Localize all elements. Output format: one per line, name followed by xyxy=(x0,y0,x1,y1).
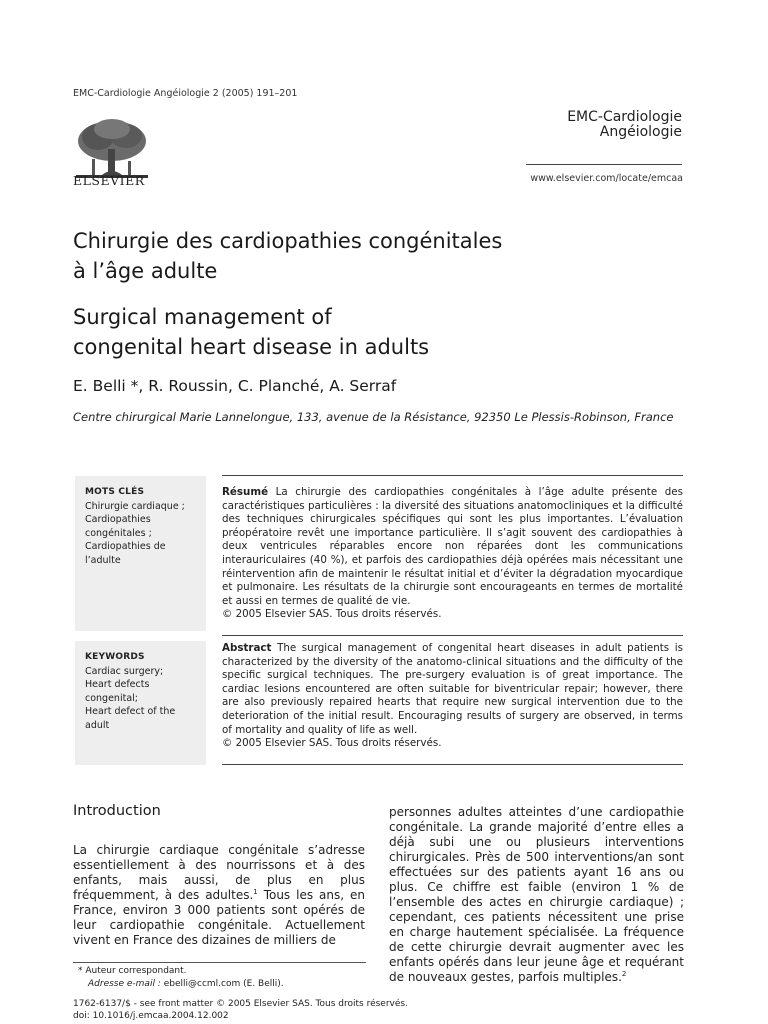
brand-line-1: EMC-Cardiologie xyxy=(567,109,682,125)
intro-paragraph-3: personnes adultes atteintes d’une cardiopathie congénitale. La grande majorité d’entre elles a déjà subi une ou plusieurs interventions chirurgicales. Près de 500 interventions/an sont effectuées sur des patients ayant 16 ans ou plus. Ce chiffre est faible (environ 1 % de l’ensemble des actes en chirurgie cardiaque) ; cependant, ces patients nécessitent une prise en charge hautement spécialisée. La fréquence de cette chirurgie devrait augmenter avec les enfants opérés dans leur jeune âge et requérant de nouveaux gestes, parfois multiples. xyxy=(389,805,684,984)
title-en-line-2: congenital heart disease in adults xyxy=(73,335,430,359)
article-title-english xyxy=(73,302,429,362)
body-column-left xyxy=(73,843,365,948)
body-column-right xyxy=(389,805,684,985)
resume-text: La chirurgie des cardiopathies congénitales à l’âge adulte présente des caractéristiques particulières : la diversité des situations anatomocliniques et la difficulté des techniques chirurgicales spécifiques qui sont les plus importantes. L’évaluation préopératoire revêt une importance particulière. Il s’agit souvent des cardiopathies à deux ventricules réparables encore non réparées dont les communications interauriculaires (40 %), et parfois des cardiopathies déjà opérées mais nécessitant une réintervention afin de maintenir le résultat initial et d’éviter la dégradation myocardique et pulmonaire. Les résultats de la chirurgie sont encourageants en termes de mortalité et aussi en termes de qualité de vie. xyxy=(222,486,683,607)
abstract-top-rule xyxy=(222,475,683,476)
issn-line: 1762-6137/$ - see front matter © 2005 Elsevier SAS. Tous droits réservés. xyxy=(73,999,408,1009)
author-list: E. Belli *, R. Roussin, C. Planché, A. Serraf xyxy=(73,377,397,395)
journal-url-link[interactable]: www.elsevier.com/locate/emcaa xyxy=(530,173,683,184)
keywords-french-box xyxy=(75,476,206,631)
publisher-wordmark: ELSEVIER xyxy=(73,173,145,188)
abstract-block xyxy=(222,642,683,751)
footnote-rule xyxy=(73,962,366,963)
article-title-french xyxy=(73,226,502,286)
reference-2-link[interactable]: 2 xyxy=(621,970,627,978)
abstract-bottom-rule xyxy=(222,764,683,765)
abstract-label: Abstract xyxy=(222,642,272,654)
section-heading-introduction: Introduction xyxy=(73,803,161,819)
abstract-middle-rule xyxy=(222,635,683,636)
keyword-item: Heart defects xyxy=(85,679,150,690)
keywords-english-box xyxy=(75,641,206,765)
keyword-item: Cardiac surgery; xyxy=(85,665,164,677)
header-divider xyxy=(526,164,682,165)
affiliation: Centre chirurgical Marie Lannelongue, 133, avenue de la Résistance, 92350 Le Plessis-Robinson, France xyxy=(73,410,674,424)
keyword-item: Cardiopathies xyxy=(85,514,151,525)
keyword-item: congenital; xyxy=(85,692,138,704)
title-en-line-1: Surgical management of xyxy=(73,305,332,329)
resume-block xyxy=(222,486,683,622)
keyword-item: congénitales ; xyxy=(85,527,152,539)
abstract-copyright: © 2005 Elsevier SAS. Tous droits réservés. xyxy=(222,737,442,750)
journal-citation: EMC-Cardiologie Angéiologie 2 (2005) 191–201 xyxy=(73,88,298,99)
front-matter xyxy=(73,998,408,1022)
abstract-text: The surgical management of congenital heart diseases in adult patients is characterized by the diversity of the anatomo-clinical situations and the difficulty of the specific surgical techniques. The pre-surgery evaluation is of great importance. The cardiac lesions encountered are often suitable for biventricular repair; however, there are also previously repaired hearts that require new surgical intervention due to the deterioration of the initial result. Encouraging results of surgery are observed, in terms of mortality and quality of life as well. xyxy=(222,642,683,736)
footnote xyxy=(78,965,284,991)
resume-copyright: © 2005 Elsevier SAS. Tous droits réservés. xyxy=(222,608,442,621)
doi-link[interactable]: doi: 10.1016/j.emcaa.2004.12.002 xyxy=(73,1011,229,1021)
keyword-item: adult xyxy=(85,719,110,731)
keyword-item: Heart defect of the xyxy=(85,706,176,717)
footnote-email-label: Adresse e-mail : xyxy=(88,979,161,989)
title-fr-line-1: Chirurgie des cardiopathies congénitales xyxy=(73,229,503,253)
keyword-item: l’adulte xyxy=(85,554,121,566)
resume-label: Résumé xyxy=(222,486,269,498)
keywords-english-heading: KEYWORDS xyxy=(85,652,145,662)
footnote-corresponding: * Auteur correspondant. xyxy=(78,966,187,976)
keywords-french-heading: MOTS CLÉS xyxy=(85,487,145,497)
footnote-email-link[interactable]: ebelli@ccml.com (E. Belli). xyxy=(163,979,284,989)
title-fr-line-2: à l’âge adulte xyxy=(73,259,218,283)
intro-paragraph-2: Tous les ans, en France, environ 3 000 patients sont opérés de leur cardiopathie congénitale. Actuellement vivent en France des dizaines de milliers de xyxy=(73,888,365,947)
brand-line-2: Angéiologie xyxy=(599,124,682,140)
keyword-item: Chirurgie cardiaque ; xyxy=(85,500,185,512)
keyword-item: Cardiopathies de xyxy=(85,541,166,552)
journal-brand xyxy=(567,110,682,140)
reference-1-link[interactable]: 1 xyxy=(253,888,258,896)
intro-paragraph-1: La chirurgie cardiaque congénitale s’adresse essentiellement à des nourrissons et à des enfants, mais aussi, de plus en plus fréquemment, à des adultes. xyxy=(73,843,365,902)
